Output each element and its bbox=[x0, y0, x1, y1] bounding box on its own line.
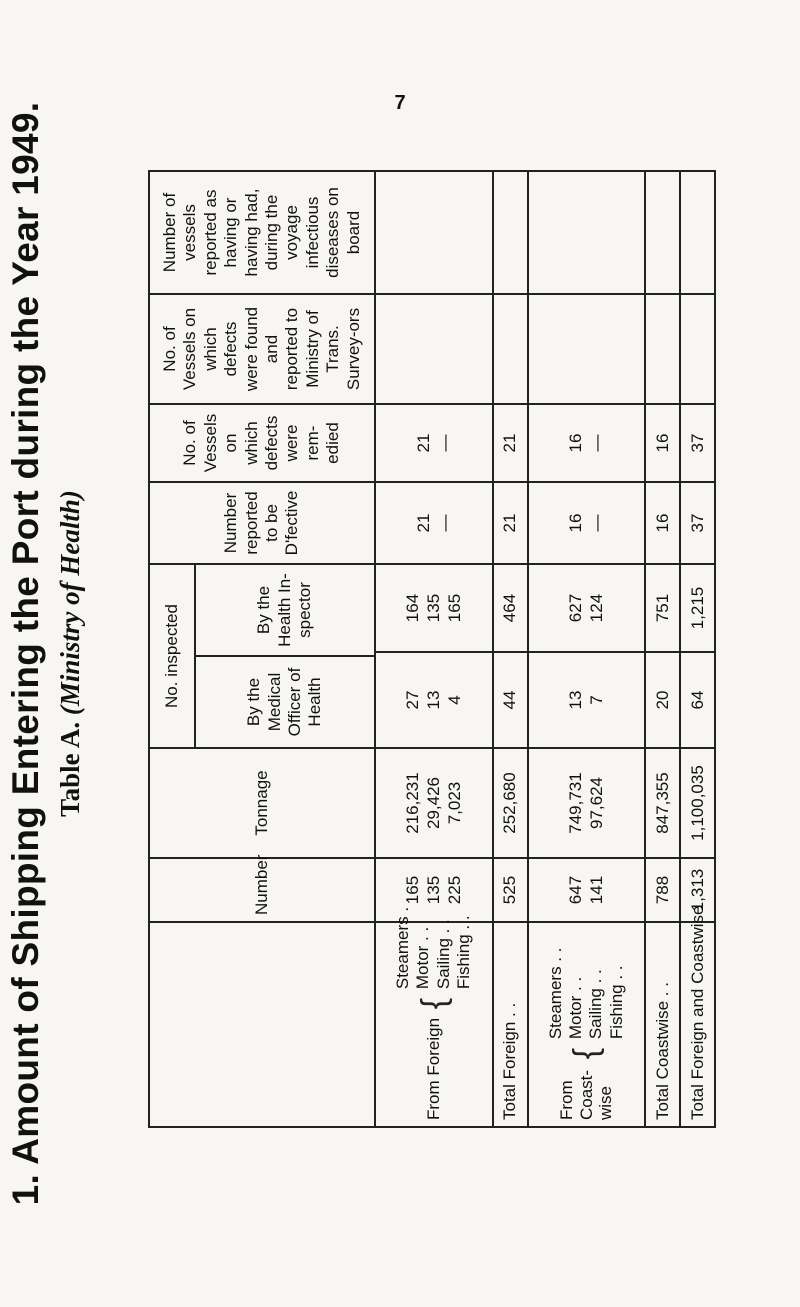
value: 1,313 bbox=[680, 858, 715, 922]
row-label-from-foreign bbox=[375, 897, 493, 1127]
cell-coast-ministry bbox=[528, 294, 646, 404]
cell-foreign-ministry bbox=[375, 294, 493, 404]
header-number: Number bbox=[149, 858, 375, 922]
value: 7 bbox=[587, 695, 607, 705]
header-by-inspector: By the Health In-spector bbox=[254, 573, 315, 647]
shipping-table-frame bbox=[148, 172, 716, 1128]
value: 216,231 bbox=[402, 772, 422, 834]
header-tonnage: Tonnage bbox=[149, 748, 375, 858]
header-reported-defective: Number reported to be D'fective bbox=[149, 482, 375, 564]
value: 7,023 bbox=[445, 781, 465, 825]
label-foreign-motor: Motor . . bbox=[413, 926, 433, 990]
table-row bbox=[493, 171, 528, 1127]
value: 21 bbox=[413, 513, 433, 533]
value: 16 bbox=[645, 482, 680, 564]
value: 13 bbox=[424, 690, 444, 710]
label-total-coastwise: Total Coastwise . . bbox=[645, 922, 680, 1127]
header-no-inspected-group bbox=[149, 564, 375, 748]
group-from-coastwise: From Coast-wise bbox=[557, 1069, 616, 1120]
group-from-foreign: From Foreign bbox=[424, 1017, 444, 1120]
header-row bbox=[149, 171, 375, 1127]
value: — bbox=[587, 434, 607, 452]
cell-coast-remedied bbox=[528, 404, 646, 482]
header-blank bbox=[149, 922, 375, 1127]
value: 37 bbox=[680, 482, 715, 564]
value: 16 bbox=[566, 513, 586, 533]
cell-coast-inspector bbox=[528, 564, 646, 652]
value bbox=[493, 294, 528, 404]
value: 165 bbox=[445, 593, 465, 623]
label-coast-sailing: Sailing . . bbox=[586, 969, 606, 1040]
caption-prefix: Table A. bbox=[55, 721, 85, 817]
value: 4 bbox=[445, 695, 465, 705]
cell-foreign-infectious bbox=[375, 171, 493, 294]
value: 135 bbox=[424, 875, 444, 905]
page-number: 7 bbox=[394, 92, 406, 114]
header-by-moh: By the Medical Officer of Health bbox=[195, 656, 374, 747]
value: 27 bbox=[402, 690, 422, 710]
label-coast-fishing: Fishing . . bbox=[606, 965, 626, 1040]
brace-icon: { bbox=[567, 1047, 606, 1060]
label-foreign-steamers: Steamers . . bbox=[393, 897, 413, 990]
cell-foreign-inspector bbox=[375, 564, 493, 652]
cell-foreign-remedied bbox=[375, 404, 493, 482]
value: 788 bbox=[645, 858, 680, 922]
value: 44 bbox=[493, 652, 528, 748]
label-total-foreign: Total Foreign . . bbox=[493, 922, 528, 1127]
value: 16 bbox=[566, 433, 586, 453]
label-coast-motor: Motor . . bbox=[565, 976, 585, 1040]
table-row bbox=[528, 171, 646, 1127]
value: 29,426 bbox=[424, 777, 444, 829]
table-row bbox=[375, 171, 493, 1127]
value bbox=[493, 171, 528, 294]
value: 749,731 bbox=[566, 772, 586, 834]
cell-foreign-defective bbox=[375, 482, 493, 564]
value: 647 bbox=[566, 875, 586, 905]
value: 1,100,035 bbox=[680, 748, 715, 858]
value: 847,355 bbox=[645, 748, 680, 858]
value: 1,215 bbox=[680, 564, 715, 652]
value: 135 bbox=[424, 593, 444, 623]
value: 124 bbox=[587, 593, 607, 623]
header-infectious: Number of vessels reported as having or having had, during the voyage infectious diseases on board bbox=[149, 171, 375, 294]
value: 252,680 bbox=[493, 748, 528, 858]
value: — bbox=[434, 434, 454, 452]
value: 64 bbox=[680, 652, 715, 748]
table-row bbox=[680, 171, 715, 1127]
value bbox=[645, 294, 680, 404]
label-foreign-sailing: Sailing . . bbox=[433, 919, 453, 990]
brace-icon: { bbox=[414, 997, 453, 1010]
header-no-inspected: No. inspected bbox=[150, 565, 195, 747]
value: 751 bbox=[645, 564, 680, 652]
cell-foreign-moh bbox=[375, 652, 493, 748]
table-row bbox=[645, 171, 680, 1127]
value: 37 bbox=[680, 404, 715, 482]
label-coast-steamers: Steamers . . bbox=[545, 947, 565, 1040]
cell-coast-moh bbox=[528, 652, 646, 748]
page-title: 1. Amount of Shipping Entering the Port during the Year 1949. bbox=[5, 101, 46, 1206]
value: 165 bbox=[402, 875, 422, 905]
value: 627 bbox=[566, 593, 586, 623]
value: — bbox=[434, 514, 454, 532]
header-remedied: No. of Vessels on which defects were rem-edied bbox=[149, 404, 375, 482]
cell-coast-number bbox=[528, 858, 646, 922]
cell-coast-defective bbox=[528, 482, 646, 564]
value: 16 bbox=[645, 404, 680, 482]
caption-italic: (Ministry of Health) bbox=[55, 490, 85, 716]
value bbox=[680, 294, 715, 404]
cell-coast-tonnage bbox=[528, 748, 646, 858]
cell-coast-infectious bbox=[528, 171, 646, 294]
value: 20 bbox=[645, 652, 680, 748]
value: 164 bbox=[402, 593, 422, 623]
row-label-from-coastwise bbox=[528, 922, 646, 1127]
value: 21 bbox=[493, 404, 528, 482]
cell-foreign-tonnage bbox=[375, 748, 493, 858]
label-foreign-fishing: Fishing . . bbox=[454, 915, 474, 990]
value: 464 bbox=[493, 564, 528, 652]
value: 525 bbox=[493, 858, 528, 922]
value: 225 bbox=[445, 875, 465, 905]
value: 13 bbox=[566, 690, 586, 710]
table-caption bbox=[55, 0, 86, 1307]
shipping-table bbox=[148, 170, 716, 1128]
value: — bbox=[587, 514, 607, 532]
value: 141 bbox=[587, 875, 607, 905]
value bbox=[645, 171, 680, 294]
value: 97,624 bbox=[587, 777, 607, 829]
label-total-all: Total Foreign and Coastwise bbox=[680, 922, 715, 1127]
value bbox=[680, 171, 715, 294]
value: 21 bbox=[493, 482, 528, 564]
header-reported-ministry: No. of Vessels on which defects were found and reported to Ministry of Trans. Survey-ors bbox=[149, 294, 375, 404]
value: 21 bbox=[413, 433, 433, 453]
